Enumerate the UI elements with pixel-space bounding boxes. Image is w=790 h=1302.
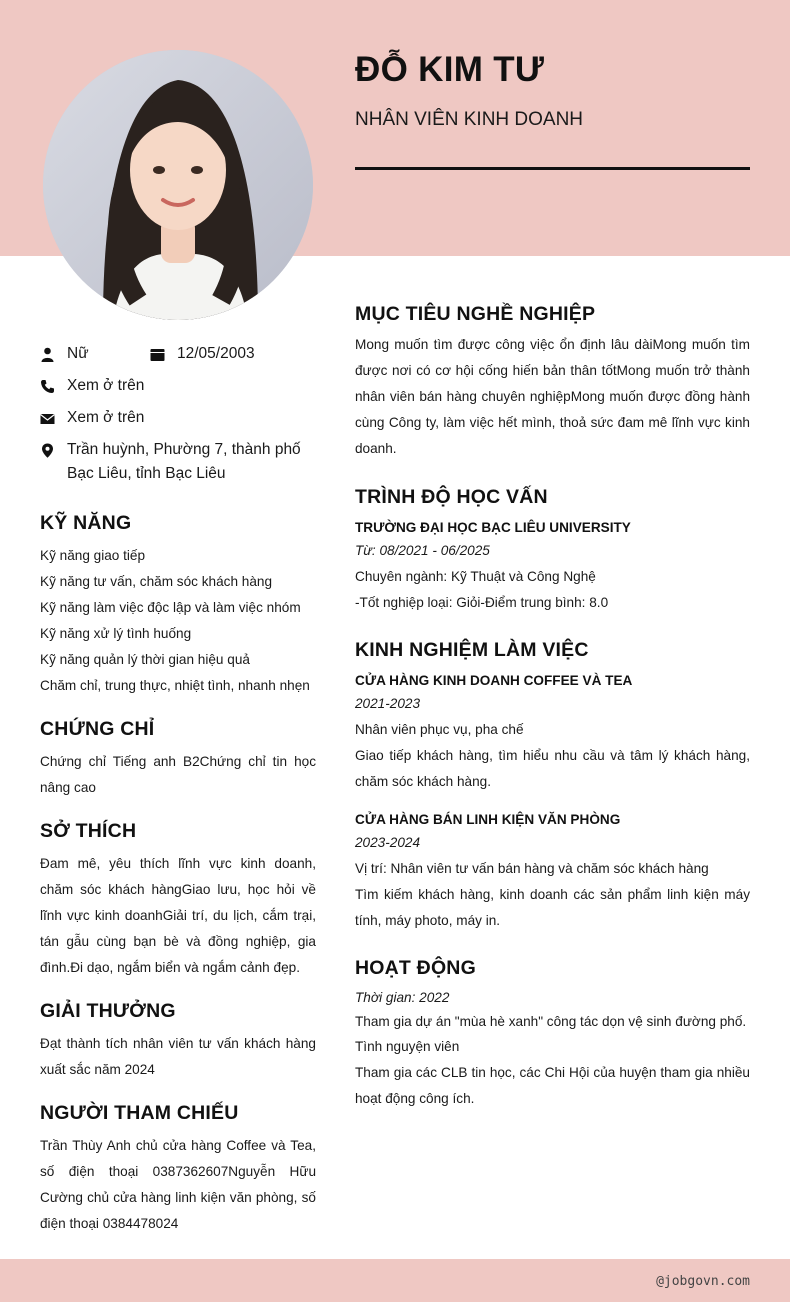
skills-heading: KỸ NĂNG <box>40 512 132 534</box>
hobbies-text: Đam mê, yêu thích lĩnh vực kinh doanh, chăm sóc khách hàngGiao lưu, học hỏi về lĩnh vực kinh doanhGiải trí, du lịch, cắm trại, tán gẫu cùng bạn bè và đồng nghiệp, gia đình.Đi dạo, ngắm biển và ngắm cảnh đẹp. <box>40 856 316 975</box>
awards-text: Đạt thành tích nhân viên tư vấn khách hàng xuất sắc năm 2024 <box>40 1036 316 1077</box>
education-entry <box>355 518 750 616</box>
calendar-icon <box>150 347 165 362</box>
references-text: Trần Thùy Anh chủ cửa hàng Coffee và Tea, số điện thoại 0387362607Nguyễn Hữu Cường chủ cửa hàng linh kiện văn phòng, số điện thoại 0384478024 <box>40 1138 316 1231</box>
job-title: NHÂN VIÊN KINH DOANH <box>355 109 584 130</box>
address-line2: Bạc Liêu, tỉnh Bạc Liêu <box>67 465 226 482</box>
awards-heading: GIẢI THƯỞNG <box>40 1000 176 1022</box>
education-heading: TRÌNH ĐỘ HỌC VẤN <box>355 486 548 508</box>
email-row <box>40 408 144 430</box>
job-period: 2021-2023 <box>355 696 421 711</box>
address-line1: Trần huỳnh, Phường 7, thành phố <box>67 441 301 458</box>
phone-text: Xem ở trên <box>67 377 145 394</box>
job-period: 2023-2024 <box>355 835 421 850</box>
address-text <box>67 438 301 486</box>
profile-photo <box>43 50 313 320</box>
objective-heading: MỤC TIÊU NGHỀ NGHIỆP <box>355 303 596 325</box>
skills-list <box>40 543 316 699</box>
footer-brand: @jobgovn.com <box>656 1274 750 1289</box>
gender-row <box>40 344 89 366</box>
job-description: Giao tiếp khách hàng, tìm hiểu nhu cầu và tâm lý khách hàng, chăm sóc khách hàng. <box>355 748 750 789</box>
certificates-heading: CHỨNG CHỈ <box>40 718 155 740</box>
person-icon <box>40 347 55 362</box>
gender-text: Nữ <box>67 345 89 362</box>
activity-period: Thời gian: 2022 <box>355 990 450 1005</box>
objective-text: Mong muốn tìm được công việc ổn định lâu dàiMong muốn tìm được nơi có cơ hội cống hiến bản thân tốtMong muốn trở thành nhân viên bán hàng chuyên nghiệpMong muốn được đồng hành cùng Công ty, làm việc hết mình, thoả sức đam mê lĩnh vực kinh doanh. <box>355 337 750 456</box>
envelope-icon <box>40 411 55 426</box>
company-name: CỬA HÀNG BÁN LINH KIỆN VĂN PHÒNG <box>355 812 621 827</box>
experience-heading: KINH NGHIỆM LÀM VIỆC <box>355 639 589 661</box>
phone-icon <box>40 379 55 394</box>
school-name: TRƯỜNG ĐẠI HỌC BẠC LIÊU UNIVERSITY <box>355 520 631 535</box>
phone-row <box>40 376 144 398</box>
title-divider <box>355 167 750 170</box>
activities-entry <box>355 986 750 1112</box>
job-position: Vị trí: Nhân viên tư vấn bán hàng và chăm sóc khách hàng <box>355 861 709 876</box>
experience-entry <box>355 671 750 795</box>
education-period: Từ: 08/2021 - 06/2025 <box>355 543 490 558</box>
company-name: CỬA HÀNG KINH DOANH COFFEE VÀ TEA <box>355 673 633 688</box>
activity-line: Tham gia dự án "mùa hè xanh" công tác dọn vệ sinh đường phố. <box>355 1014 747 1029</box>
education-major: Chuyên ngành: Kỹ Thuật và Công Nghệ <box>355 569 596 584</box>
activity-line: Tham gia các CLB tin học, các Chi Hội của huyện tham gia nhiều hoạt động công ích. <box>355 1065 750 1106</box>
education-grade: -Tốt nghiệp loại: Giỏi-Điểm trung bình: 8.0 <box>355 595 609 610</box>
skill-item: Kỹ năng xử lý tình huống <box>40 626 192 641</box>
candidate-name: ĐỖ KIM TƯ <box>355 50 545 89</box>
hobbies-heading: SỞ THÍCH <box>40 820 137 842</box>
job-description: Tìm kiếm khách hàng, kinh doanh các sản phẩm linh kiện máy tính, máy photo, máy in. <box>355 887 750 928</box>
certificates-text: Chứng chỉ Tiếng anh B2Chứng chỉ tin học nâng cao <box>40 754 316 795</box>
location-pin-icon <box>40 443 55 458</box>
skill-item: Kỹ năng giao tiếp <box>40 548 146 563</box>
email-text: Xem ở trên <box>67 409 145 426</box>
activity-line: Tình nguyện viên <box>355 1039 460 1054</box>
birthday-row <box>150 344 255 366</box>
portrait-image <box>43 50 313 320</box>
address-row <box>40 440 301 486</box>
activities-heading: HOẠT ĐỘNG <box>355 957 476 979</box>
birthday-text: 12/05/2003 <box>177 345 255 362</box>
skill-item: Kỹ năng quản lý thời gian hiệu quả <box>40 652 250 667</box>
references-heading: NGƯỜI THAM CHIẾU <box>40 1102 239 1124</box>
experience-entry <box>355 810 750 934</box>
skill-item: Kỹ năng tư vấn, chăm sóc khách hàng <box>40 574 273 589</box>
job-position: Nhân viên phục vụ, pha chế <box>355 722 524 737</box>
skill-item: Kỹ năng làm việc độc lập và làm việc nhóm <box>40 600 301 615</box>
skill-item: Chăm chỉ, trung thực, nhiệt tình, nhanh nhẹn <box>40 678 310 693</box>
